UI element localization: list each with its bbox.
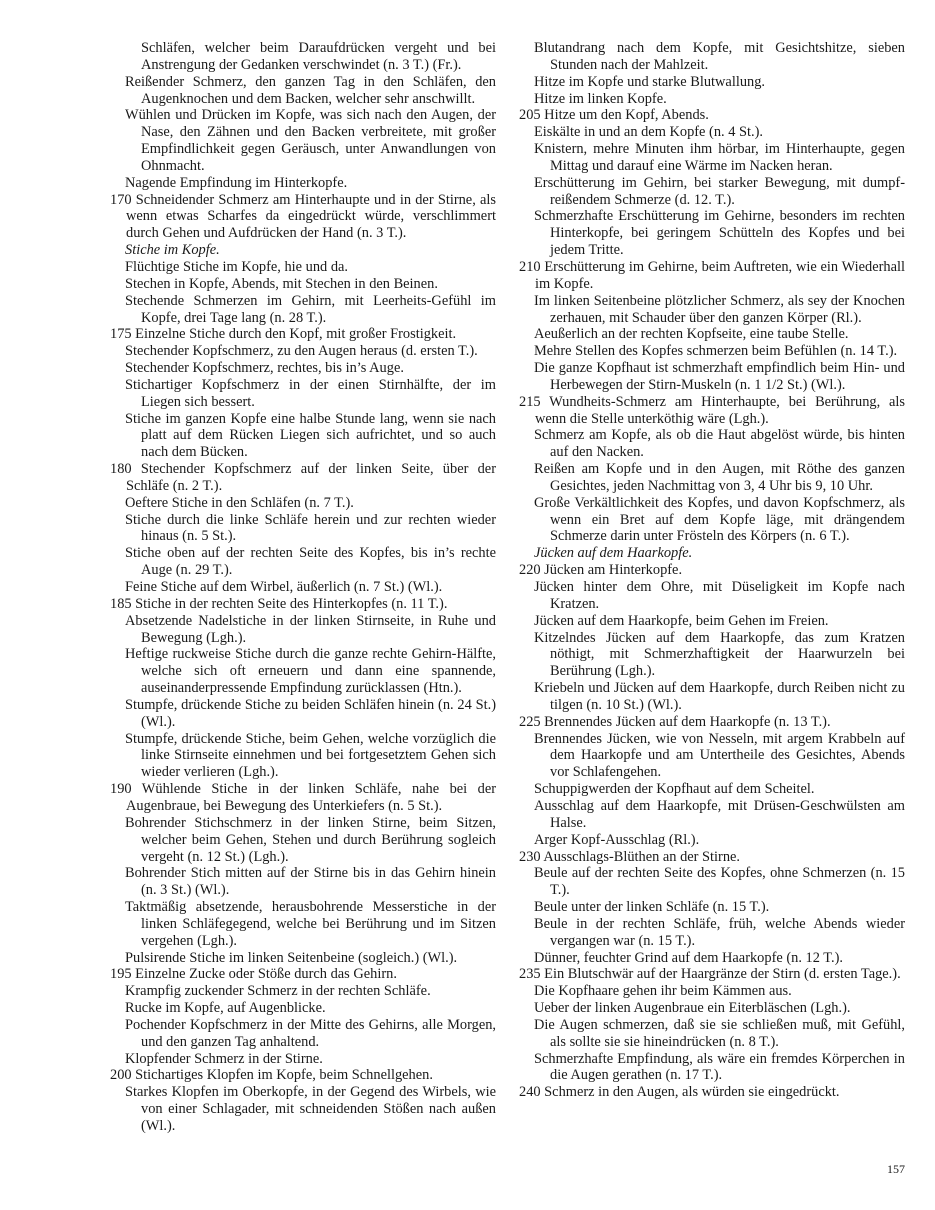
text-entry: Knistern, mehre Minuten ihm hörbar, im Hinterhaupte, gegen Mittag und darauf eine Wärme im Nacken heran. <box>534 141 905 174</box>
text-entry: Heftige ruckweise Stiche durch die ganze rechte Gehirn-Hälfte, welche sich oft erneuern und dann eine spannende, auseinanderpressende Empfindung zurücklassen (Htn.). <box>125 646 496 697</box>
text-entry: Feine Stiche auf dem Wirbel, äußerlich (n. 7 St.) (Wl.). <box>125 579 443 595</box>
text-entry: 230 Ausschlags-Blüthen an der Stirne. <box>519 848 741 865</box>
text-entry: Stumpfe, drückende Stiche zu beiden Schläfen hinein (n. 24 St.) (Wl.). <box>125 696 496 730</box>
text-entry: Bohrender Stich mitten auf der Stirne bis in das Gehirn hinein (n. 3 St.) (Wl.). <box>125 865 496 899</box>
text-entry: Pulsirende Stiche im linken Seitenbeine (sogleich.) (Wl.). <box>125 949 458 966</box>
left-column <box>110 40 496 1135</box>
text-entry: Hitze im Kopfe und starke Blutwallung. <box>534 73 766 90</box>
text-entry: Kriebeln und Jücken auf dem Haarkopfe, durch Reiben nicht zu tilgen (n. 10 St.) (Wl.). <box>534 680 905 713</box>
text-entry: Die ganze Kopfhaut ist schmerzhaft empfindlich beim Hin- und Herbewegen der Stirn-Muskeln (n. 1 1/2 St.) (Wl.). <box>534 360 905 393</box>
text-entry: Stiche im Kopfe. <box>125 242 220 259</box>
text-entry: Stiche im ganzen Kopfe eine halbe Stunde lang, wenn sie nach platt auf dem Rücken Liegen sich aufrichtet, und so auch nach dem Bücken. <box>125 410 496 461</box>
text-entry: Stechender Kopfschmerz, rechtes, bis in’s Auge. <box>125 360 404 377</box>
text-entry: 225 Brennendes Jücken auf dem Haarkopfe (n. 13 T.). <box>519 713 831 730</box>
text-entry: Bohrender Stichschmerz in der linken Stirne, beim Sitzen, welcher beim Gehen, Stehen und durch Berührung sogleich vergeht (n. 12 St.) (Lgh.). <box>125 814 496 865</box>
text-entry: Schmerzhafte Erschütterung im Gehirne, besonders im rechten Hinterkopfe, bei geringem Schütteln des Kopfes und bei jedem Tritte. <box>534 208 905 259</box>
text-entry: Stichartiger Kopfschmerz in der einen Stirnhälfte, der im Liegen sich bessert. <box>125 376 496 410</box>
text-entry: Schmerz am Kopfe, als ob die Haut abgelöst würde, bis hinten auf den Nacken. <box>534 427 905 461</box>
text-entry: Pochender Kopfschmerz in der Mitte des Gehirns, alle Morgen, und den ganzen Tag anhaltend. <box>125 1016 496 1050</box>
text-entry: Klopfender Schmerz in der Stirne. <box>125 1050 323 1067</box>
text-entry: Beule in der rechten Schläfe, früh, welche Abends wieder vergangen war (n. 15 T.). <box>534 915 905 949</box>
text-entry: Große Verkältlichkeit des Kopfes, und davon Kopfschmerz, als wenn ein Bret auf dem Kopfe läge, mit drängendem Schmerze darin unter Frösteln des Körpers (n. 6 T.). <box>534 494 905 545</box>
text-entry: 235 Ein Blutschwär auf der Haargränze der Stirn (d. ersten Tage.). <box>519 966 901 983</box>
text-entry: Hitze im linken Kopfe. <box>534 90 667 107</box>
text-entry: Krampfig zuckender Schmerz in der rechten Schläfe. <box>125 983 431 1000</box>
text-entry: Stiche oben auf der rechten Seite des Kopfes, bis in’s rechte Auge (n. 29 T.). <box>125 545 496 579</box>
text-entry: 195 Einzelne Zucke oder Stöße durch das Gehirn. <box>110 966 397 983</box>
text-entry: Wühlen und Drücken im Kopfe, was sich nach den Augen, der Nase, den Zähnen und den Backen verbreitete, mit großer Empfindlichkeit gegen Geräusch, unter Anwandlungen von Ohnmacht. <box>125 107 496 174</box>
text-entry: Im linken Seitenbeine plötzlicher Schmerz, als sey der Knochen zerhauen, mit Schauder über den ganzen Körper (Rl.). <box>534 292 905 326</box>
text-entry: Kitzelndes Jücken auf dem Haarkopfe, das zum Kratzen nöthigt, mit Schmerzhaftigkeit der Haarwurzeln bei Berührung (Lgh.). <box>534 629 905 680</box>
text-entry: Stechen in Kopfe, Abends, mit Stechen in den Beinen. <box>125 275 438 292</box>
text-entry: 210 Erschütterung im Gehirne, beim Auftreten, wie ein Wiederhall im Kopfe. <box>519 258 905 292</box>
text-entry: 185 Stiche in der rechten Seite des Hinterkopfes (n. 11 T.). <box>110 595 448 612</box>
text-entry: Oeftere Stiche in den Schläfen (n. 7 T.). <box>125 494 354 511</box>
text-entry: Brennendes Jücken, wie von Nesseln, mit argem Krabbeln auf dem Haarkopfe und am Untertheile des Gesichtes, Abends vor Schlafengehen. <box>534 730 905 781</box>
text-entry: Die Kopfhaare gehen ihr beim Kämmen aus. <box>534 983 792 1000</box>
text-entry: Flüchtige Stiche im Kopfe, hie und da. <box>125 258 349 275</box>
text-entry: 220 Jücken am Hinterkopfe. <box>519 562 683 579</box>
text-entry: 170 Schneidender Schmerz am Hinterhaupte und in der Stirne, als wenn etwas Scharfes da eingedrückt würde, verschlimmert durch Gehen und Aufdrücken der Hand (n. 3 T.). <box>110 191 496 242</box>
page-number: 157 <box>887 1162 905 1176</box>
text-entry: Schläfen, welcher beim Daraufdrücken vergeht und bei Anstrengung der Gedanken verschwindet (n. 3 T.) (Fr.). <box>141 40 496 73</box>
text-entry: Jücken auf dem Haarkopfe. <box>534 545 693 562</box>
text-entry: Reißen am Kopfe und in den Augen, mit Röthe des ganzen Gesichtes, jeden Nachmittag von 3, 4 Uhr bis 9, 10 Uhr. <box>534 461 905 494</box>
right-column <box>519 40 905 1101</box>
text-entry: Arger Kopf-Ausschlag (Rl.). <box>534 831 700 848</box>
text-entry: Stumpfe, drückende Stiche, beim Gehen, welche vorzüglich die linke Stirnseite einnehmen und bei fortgesetztem Gehen sich wieder verlieren (Lgh.). <box>125 730 496 781</box>
text-entry: Schmerzhafte Empfindung, als wäre ein fremdes Körperchen in die Augen gerathen (n. 17 T.). <box>534 1050 905 1084</box>
text-entry: 180 Stechender Kopfschmerz auf der linken Seite, über der Schläfe (n. 2 T.). <box>110 461 496 494</box>
text-entry: Jücken auf dem Haarkopfe, beim Gehen im Freien. <box>534 612 829 629</box>
text-entry: Nagende Empfindung im Hinterkopfe. <box>125 174 348 191</box>
text-entry: 215 Wundheits-Schmerz am Hinterhaupte, bei Berührung, als wenn die Stelle unterköthig wäre (Lgh.). <box>519 393 905 427</box>
text-entry: 190 Wühlende Stiche in der linken Schläfe, nahe bei der Augenbraue, bei Bewegung des Unterkiefers (n. 5 St.). <box>110 781 496 814</box>
text-entry: 175 Einzelne Stiche durch den Kopf, mit großer Frostigkeit. <box>110 326 457 343</box>
text-entry: Taktmäßig absetzende, herausbohrende Messerstiche in der linken Schläfegegend, welche bei Berührung und im Sitzen vergehen (Lgh.). <box>125 899 496 949</box>
text-entry: Beule unter der linken Schläfe (n. 15 T.). <box>534 899 770 916</box>
text-entry: Ausschlag auf dem Haarkopfe, mit Drüsen-Geschwülsten am Halse. <box>534 797 905 831</box>
text-entry: Starkes Klopfen im Oberkopfe, in der Gegend des Wirbels, wie von einer Schlagader, mit schneidenden Stößen nach außen (Wl.). <box>125 1084 496 1134</box>
text-entry: Eiskälte in und an dem Kopfe (n. 4 St.). <box>534 124 764 141</box>
text-entry: Erschütterung im Gehirn, bei starker Bewegung, mit dumpf-reißendem Schmerze (d. 12. T.). <box>534 174 905 208</box>
text-entry: Blutandrang nach dem Kopfe, mit Gesichtshitze, sieben Stunden nach der Mahlzeit. <box>534 40 905 73</box>
text-entry: Stechende Schmerzen im Gehirn, mit Leerheits-Gefühl im Kopfe, drei Tage lang (n. 28 T.). <box>125 292 496 326</box>
text-entry: Mehre Stellen des Kopfes schmerzen beim Befühlen (n. 14 T.). <box>534 343 898 360</box>
text-entry: 205 Hitze um den Kopf, Abends. <box>519 107 709 124</box>
text-entry: Stechender Kopfschmerz, zu den Augen heraus (d. ersten T.). <box>125 343 478 360</box>
text-entry: Dünner, feuchter Grind auf dem Haarkopfe (n. 12 T.). <box>534 949 843 966</box>
text-entry: 200 Stichartiges Klopfen im Kopfe, beim Schnellgehen. <box>110 1067 433 1084</box>
text-entry: Jücken hinter dem Ohre, mit Düseligkeit im Kopfe nach Kratzen. <box>534 579 905 612</box>
text-entry: Die Augen schmerzen, daß sie sie schließen muß, mit Gefühl, als sollte sie sie hineindrücken (n. 8 T.). <box>534 1016 905 1050</box>
text-entry: Reißender Schmerz, den ganzen Tag in den Schläfen, den Augenknochen und dem Backen, welcher sehr anschwillt. <box>125 73 496 107</box>
text-entry: Absetzende Nadelstiche in der linken Stirnseite, in Ruhe und Bewegung (Lgh.). <box>125 612 496 646</box>
text-entry: Aeußerlich an der rechten Kopfseite, eine taube Stelle. <box>534 326 849 343</box>
text-entry: Rucke im Kopfe, auf Augenblicke. <box>125 1000 326 1017</box>
text-entry: Stiche durch die linke Schläfe herein und zur rechten wieder hinaus (n. 5 St.). <box>125 511 496 545</box>
text-entry: Ueber der linken Augenbraue ein Eiterbläschen (Lgh.). <box>534 1000 851 1017</box>
text-entry: 240 Schmerz in den Augen, als würden sie eingedrückt. <box>519 1084 840 1101</box>
text-entry: Schuppigwerden der Kopfhaut auf dem Scheitel. <box>534 781 815 798</box>
text-entry: Beule auf der rechten Seite des Kopfes, ohne Schmerzen (n. 15 T.). <box>534 865 905 899</box>
